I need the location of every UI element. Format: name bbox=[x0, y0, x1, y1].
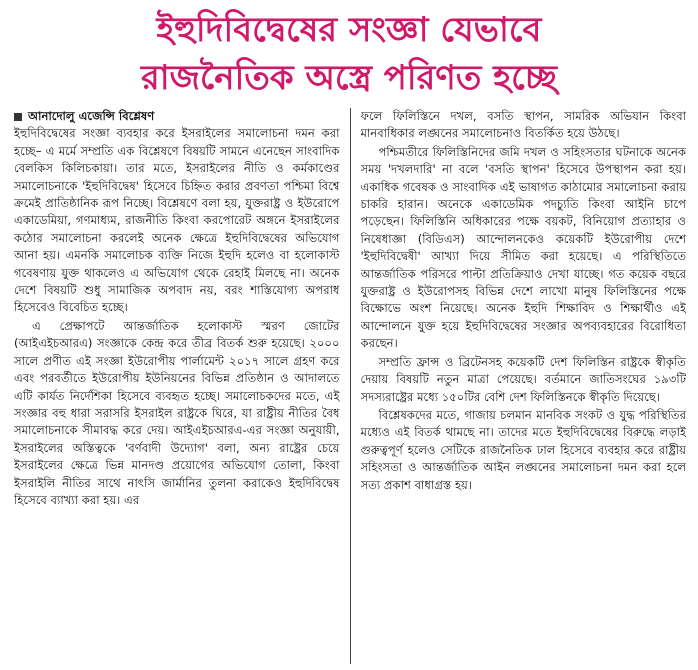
byline-text: আনাদোলু এজেন্সি বিশ্লেষণ bbox=[28, 109, 155, 123]
paragraph: সম্প্রতি ফ্রান্স ও ব্রিটেনসহ কয়েকটি দেশ ফিলিস্তিন রাষ্ট্রকে স্বীকৃতি দেয়ায় বিষয়টি নতুন মাত্রা পেয়েছে। বর্তমানে জাতিসংঘের ১৯৩টি সদস্যরাষ্ট্রের মধ্যে ১৫০টির বেশি দেশ ফিলিস্তিনকে স্বীকৃতি দিয়েছে। bbox=[360, 354, 687, 404]
paragraph: ইহুদিবিদ্বেষের সংজ্ঞা ব্যবহার করে ইসরাইলের সমালোচনা দমন করা হচ্ছে– এ মর্মে সম্প্রতি এক বিশ্লেষণে বিষয়টি সামনে এনেছেন সাংবাদিক বেলকিস কিলিচকায়া। তার মতে, ইসরাইলের নীতি ও কর্মকাণ্ডের সমালোচনাকে 'ইহুদিবিদ্বেষ' হিসেবে চিহ্নিত করার প্রবণতা পশ্চিমা বিশ্বে ক্রমেই প্রাতিষ্ঠানিক রূপ নিচ্ছে। বিশ্লেষণে বলা হয়, যুক্তরাষ্ট্র ও ইউরোপে একাডেমিয়া, গণমাধ্যম, রাজনীতি কিংবা করপোরেট অঙ্গনে ইসরাইলের কঠোর সমালোচনা করলেই অনেক ক্ষেত্রে ইহুদিবিদ্বেষের অভিযোগ আনা হয়। এমনকি সমালোচক ব্যক্তি নিজে ইহুদি হলেও বা হলোকাস্ট গবেষণায় যুক্ত থাকলেও এ অভিযোগ থেকে রেহাই মিলছে না। অনেক দেশে বিষয়টি শুধু সামাজিক অপবাদ নয়, বরং শাস্তিযোগ্য অপরাধ হিসেবেও বিবেচিত হচ্ছে। bbox=[14, 126, 340, 315]
paragraph: ফলে ফিলিস্তিনে দখল, বসতি স্থাপন, সামরিক অভিযান কিংবা মানবাধিকার লঙ্ঘনের সমালোচনাও বিতর্কিত হয়ে উঠছে। bbox=[360, 109, 687, 141]
article-body bbox=[14, 108, 686, 664]
paragraph: বিশ্লেষকদের মতে, গাজায় চলমান মানবিক সংকট ও যুদ্ধ পরিস্থিতির মধ্যেও এই বিতর্ক থামছে না। তাদের মতে ইহুদিবিদ্বেষের বিরুদ্ধে লড়াই গুরুত্বপূর্ণ হলেও সেটিকে রাজনৈতিক ঢাল হিসেবে ব্যবহার করে রাষ্ট্রীয় সহিংসতা ও আন্তর্জাতিক আইন লঙ্ঘনের সমালোচনা দমন করা হলে সত্য প্রকাশ বাধাগ্রস্ত হয়। bbox=[360, 407, 687, 492]
right-column bbox=[361, 108, 687, 664]
headline-line-2: রাজনৈতিক অস্ত্রে পরিণত হচ্ছে bbox=[141, 58, 557, 98]
bullet-square-icon bbox=[14, 113, 22, 121]
headline-line-1: ইহুদিবিদ্বেষের সংজ্ঞা যেভাবে bbox=[156, 10, 542, 50]
byline bbox=[14, 108, 340, 125]
paragraph: এ প্রেক্ষাপটে আন্তর্জাতিক হলোকাস্ট স্মরণ জোটের (আইএইচআরএ) সংজ্ঞাকে কেন্দ্র করে তীব্র বিতর্ক শুরু হয়েছে। ২০০০ সালে প্রণীত এই সংজ্ঞা ইউরোপীয় পার্লামেন্ট ২০১৭ সালে গ্রহণ করে এবং পরবর্তীতে ইউরোপীয় ইউনিয়নের বিভিন্ন প্রতিষ্ঠান ও আদালতে এটি কার্যত নির্দেশিকা হিসেবে ব্যবহৃত হচ্ছে। সমালোচকদের মতে, এই সংজ্ঞার বহু ধারা সরাসরি ইসরাইল রাষ্ট্রকে ঘিরে, যা রাষ্ট্রীয় নীতির বৈধ সমালোচনাকে সীমাবদ্ধ করে দেয়। আইএইচআরএ-এর সংজ্ঞা অনুযায়ী, ইসরাইলের অস্তিত্বকে 'বর্ণবাদী উদ্যোগ' বলা, অন্য রাষ্ট্রের চেয়ে ইসরাইলের ক্ষেত্রে ভিন্ন মানদণ্ড প্রয়োগের অভিযোগ তোলা, কিংবা ইসরাইলি নীতির সাথে নাৎসি জার্মানির তুলনা করাকেও ইহুদিবিদ্বেষ হিসেবে ব্যাখ্যা করা হয়। এর bbox=[14, 318, 340, 507]
column-divider bbox=[350, 108, 351, 664]
paragraph: পশ্চিমতীরে ফিলিস্তিনিদের জমি দখল ও সহিংসতার ঘটনাকে অনেক সময় 'দখলদারি' না বলে 'বসতি স্থাপন' হিসেবে উপস্থাপন করা হয়। একাধিক গবেষক ও সাংবাদিক এই ভাষাগত কাঠামোর সমালোচনা করায় চাকরি হারান। অনেকে একাডেমিক পদচ্যুতি কিংবা আইনি চাপে পড়েছেন। ফিলিস্তিনি অধিকারের পক্ষে বয়কট, বিনিয়োগ প্রত্যাহার ও নিষেধাজ্ঞা (বিডিএস) আন্দোলনকেও কয়েকটি ইউরোপীয় দেশে 'ইহুদিবিদ্বেষী' আখ্যা দিয়ে সীমিত করা হয়েছে। এ পরিস্থিতিতে আন্তর্জাতিক পরিসরে পাল্টা প্রতিক্রিয়াও দেখা যাচ্ছে। গত কয়েক বছরে যুক্তরাষ্ট্র ও ইউরোপসহ বিভিন্ন দেশে লাখো মানুষ ফিলিস্তিনের পক্ষে বিক্ষোভে অংশ নিয়েছে। অনেক ইহুদি শিক্ষাবিদ ও শিক্ষার্থীও এই আন্দোলনে যুক্ত হয়ে ইহুদিবিদ্বেষের সংজ্ঞার অপব্যবহারের বিরোধিতা করছেন। bbox=[360, 144, 687, 351]
headline bbox=[0, 6, 698, 102]
left-column bbox=[14, 108, 340, 664]
